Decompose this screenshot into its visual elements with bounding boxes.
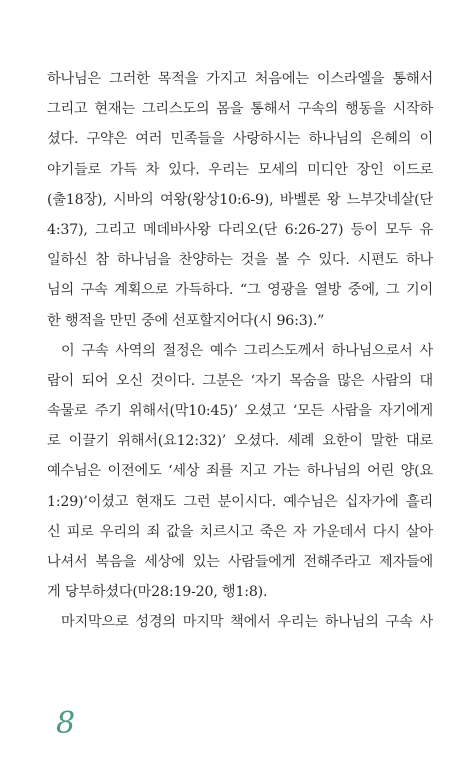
text-line: 일하신 참 하나님을 찬양하는 것을 볼 수 있다. 시편도 하나	[47, 252, 433, 269]
text-line: 마지막으로 성경의 마지막 책에서 우리는 하나님의 구속 사	[61, 614, 433, 631]
text-line: 1:29)’이셨고 현재도 그런 분이시다. 예수님은 십자가에 흘리	[47, 493, 433, 510]
text-line: 그리고 현재는 그리스도의 몸을 통해서 구속의 행동을 시작하	[47, 101, 433, 118]
text-line: 예수님은 이전에도 ‘세상 죄를 지고 가는 하나님의 어린 양(요	[47, 463, 433, 480]
text-line: 한 행적을 만민 중에 선포할지어다(시 96:3).”	[47, 312, 325, 329]
text-line: 하나님은 그러한 목적을 가지고 처음에는 이스라엘을 통해서	[47, 71, 433, 87]
body-text	[47, 64, 433, 638]
text-line: 신 피로 우리의 죄 값을 치르시고 죽은 자 가운데서 다시 살아	[47, 523, 433, 540]
text-line: 로 이끌기 위해서(요12:32)’ 오셨다. 세례 요한이 말한 대로	[47, 433, 433, 450]
text-line: (출18장), 시바의 여왕(왕상10:6-9), 바벨론 왕 느부갓네살(단	[47, 191, 433, 208]
text-line: 속물로 주기 위해서(막10:45)’ 오셨고 ‘모든 사람을 자기에게	[47, 403, 433, 420]
text-line: 람이 되어 오신 것이다. 그분은 ‘자기 목숨을 많은 사람의 대	[47, 372, 433, 389]
page-number: 8	[56, 706, 76, 741]
text-line: 셨다. 구약은 여러 민족들을 사랑하시는 하나님의 은혜의 이	[47, 131, 433, 148]
text-line: 4:37), 그리고 메데바사왕 다리오(단 6:26-27) 등이 모두 유	[47, 221, 433, 238]
text-line: 나셔서 복음을 세상에 있는 사람들에게 전해주라고 제자들에	[47, 554, 433, 570]
text-line: 이 구속 사역의 절정은 예수 그리스도께서 하나님으로서 사	[61, 342, 433, 359]
text-line: 게 당부하셨다(마28:19-20, 행1:8).	[47, 584, 268, 601]
text-line: 야기들로 가득 차 있다. 우리는 모세의 미디안 장인 이드로	[47, 161, 433, 178]
text-line: 님의 구속 계획으로 가득하다. “그 영광을 열방 중에, 그 기이	[47, 282, 433, 299]
